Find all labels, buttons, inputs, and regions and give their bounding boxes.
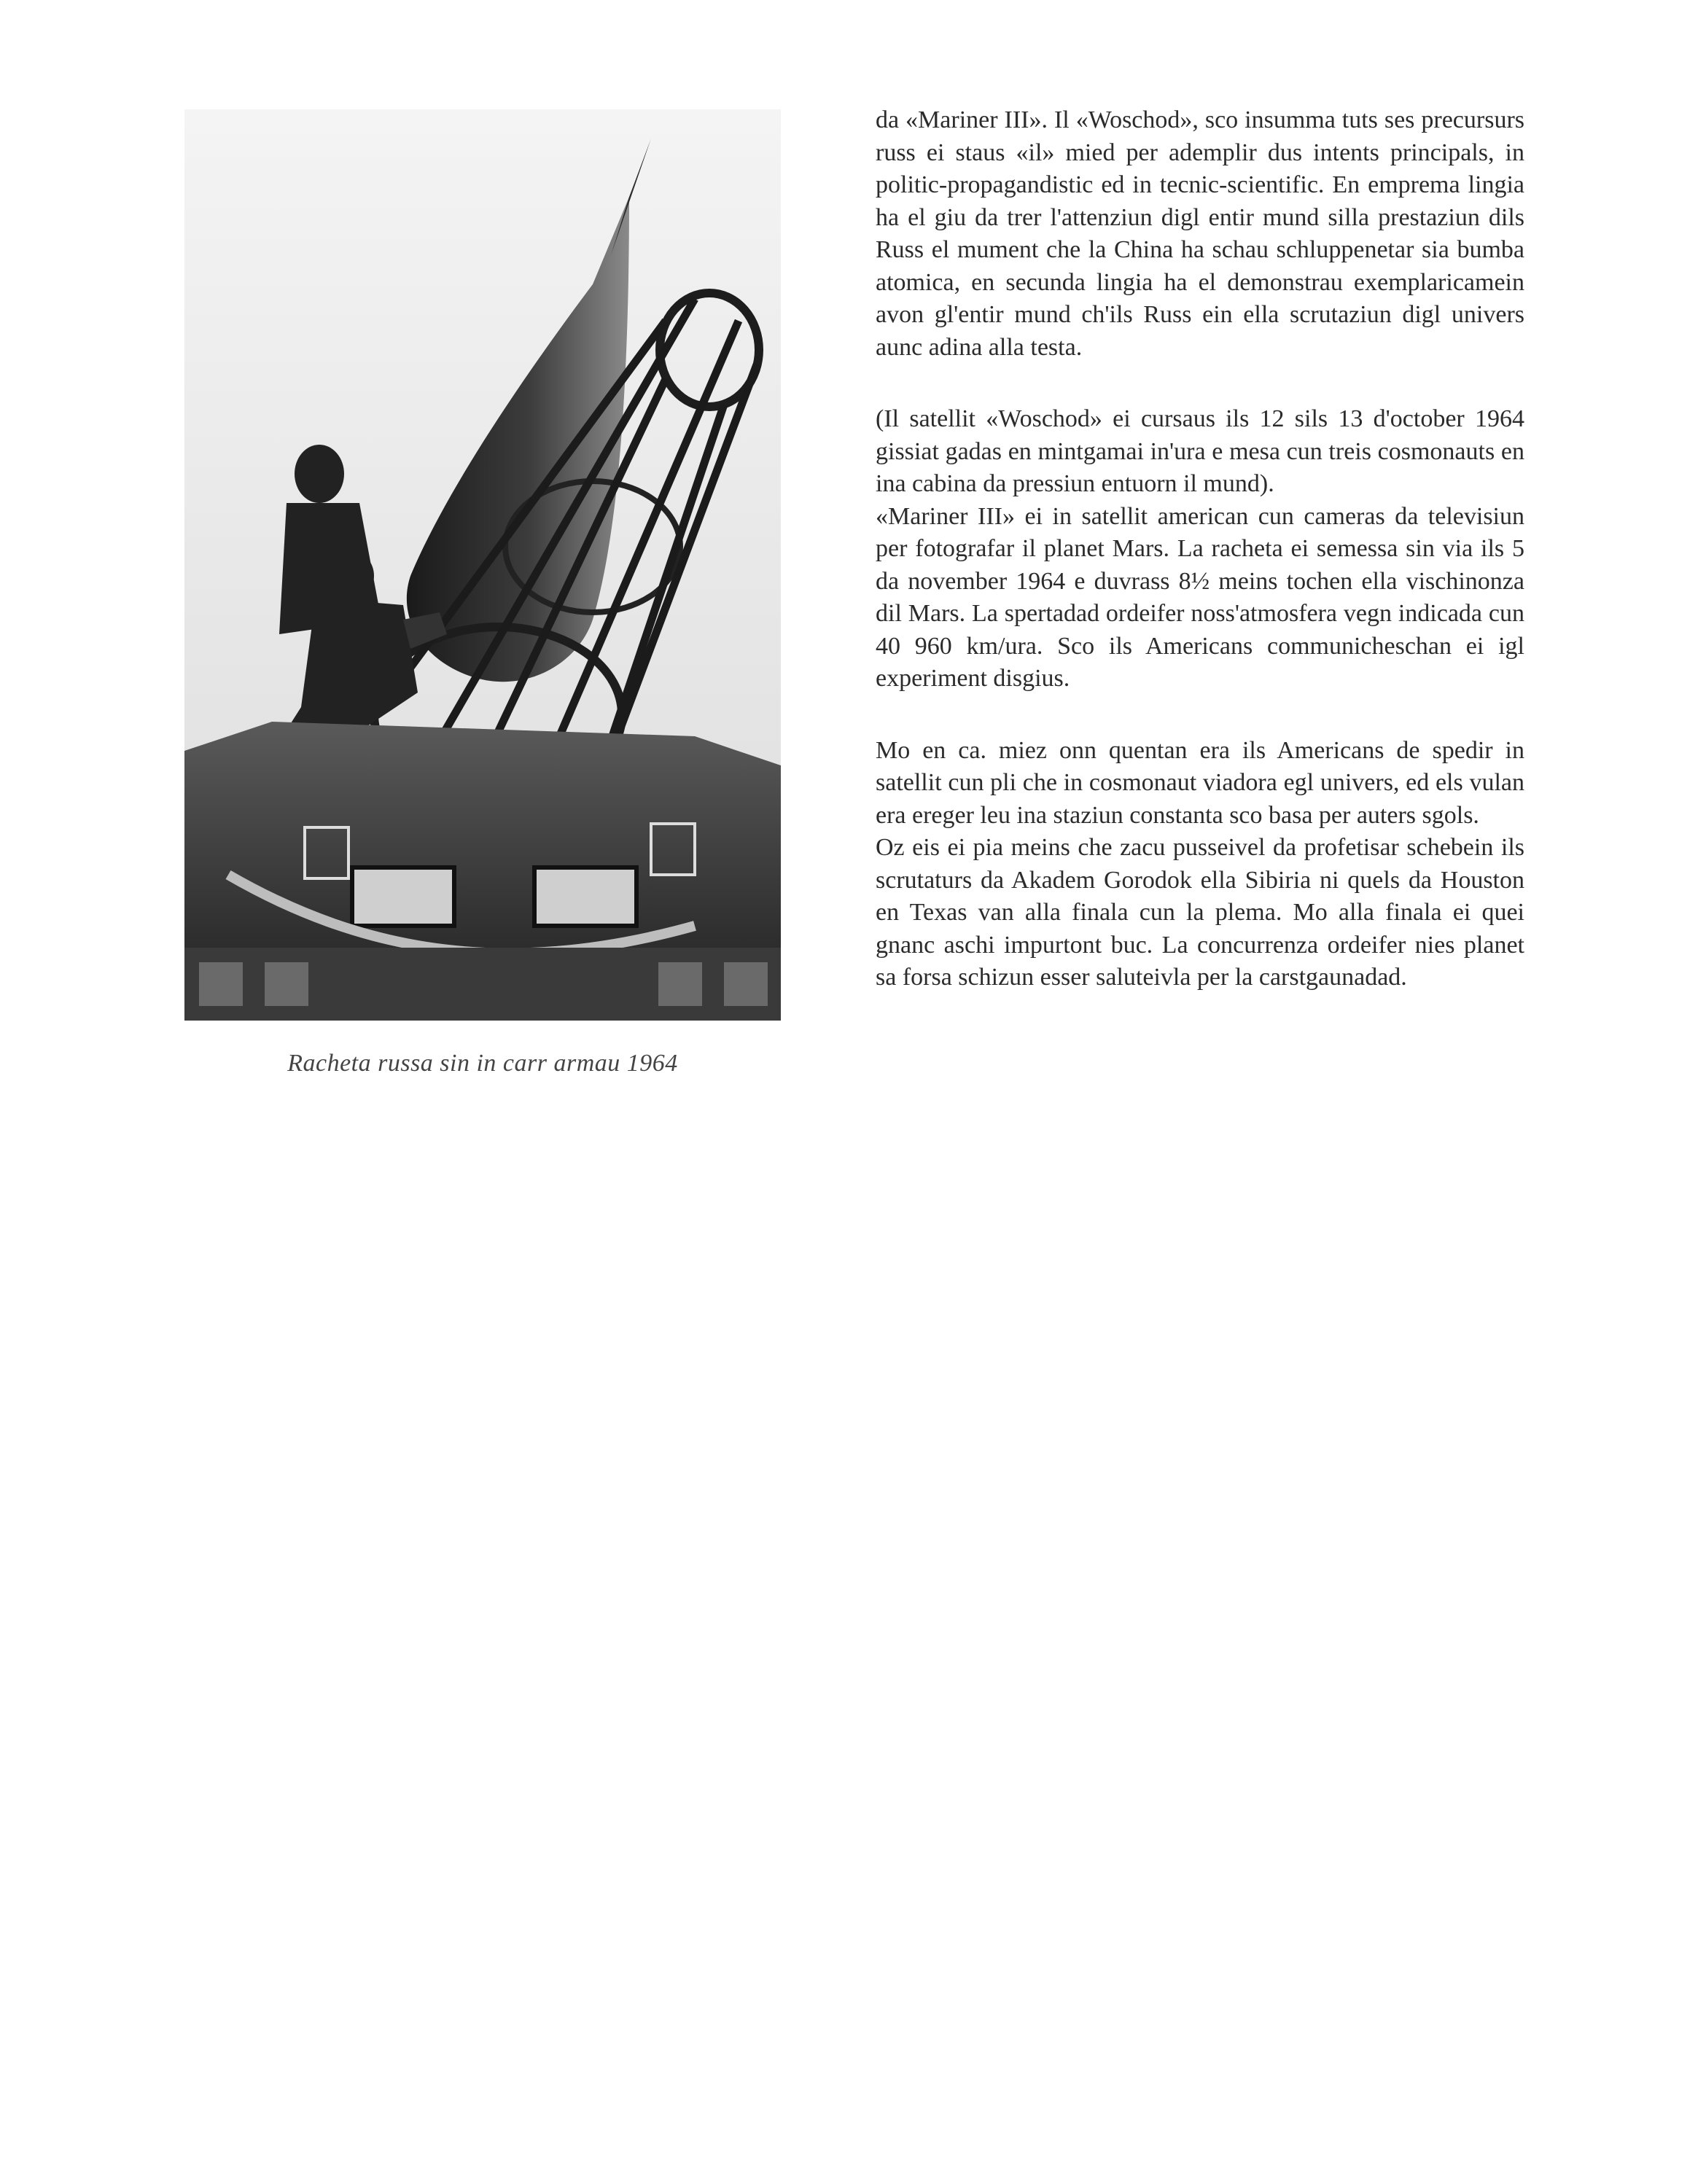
photo-caption: Racheta russa sin in carr armau 1964 <box>287 1050 678 1077</box>
paragraph-2: (Il satellit «Woschod» ei cursaus ils 12 sils 13 d'october 1964 gissiat gadas en mintgamai in'ura e mesa cun treis cosmonauts en ina cabina da pressiun entuorn il mund). <box>876 405 1524 497</box>
paragraph-1: da «Mariner III». Il «Woschod», sco insumma tuts ses precursurs russ ei staus «il» mied per ademplir dus intents principals, in politic-propagandistic ed in tecnic-scientific. En emprema lingia ha el giu da trer l'attenziun digl entir mund silla prestaziun dils Russ el mument che la China ha schau schluppenetar sia bumba atomica, en secunda lingia ha el demonstrau exemplaricamein avon gl'entir mund ch'ils Russ ein ella scrutaziun digl univers aunc adina alla testa. <box>876 106 1524 361</box>
paragraph-4: Mo en ca. miez onn quentan era ils Americans de spedir in satellit cun pli che in cosmonaut viadora egl univers, ed els vulan era ereger leu ina staziun constanta sco basa per auters sgols. <box>876 736 1524 829</box>
article-column <box>876 104 1524 994</box>
rocket-launcher-illustration <box>184 109 781 1021</box>
paragraph-5: Oz eis ei pia meins che zacu pusseivel da profetisar schebein ils scrutaturs da Akadem Gorodok ella Sibiria ni quels da Houston en Texas van alla finala cun la plema. Mo alla finala ei quei gnanc aschi impurtont buc. La concurrenza ordeifer nies planet sa forsa schizun esser saluteivla per la carstgaunadad. <box>876 834 1524 991</box>
paragraph-3: «Mariner III» ei in satellit american cun cameras da televisiun per fotografar il planet Mars. La racheta ei semessa sin via ils 5 da november 1964 e duvrass 8½ meins tochen ella vischinonza dil Mars. La spertadad ordeifer noss'atmosfera vegn indicada cun 40 960 km/ura. Sco ils Americans communicheschan ei igl experiment disgius. <box>876 502 1524 692</box>
rocket-photo <box>184 109 781 1021</box>
